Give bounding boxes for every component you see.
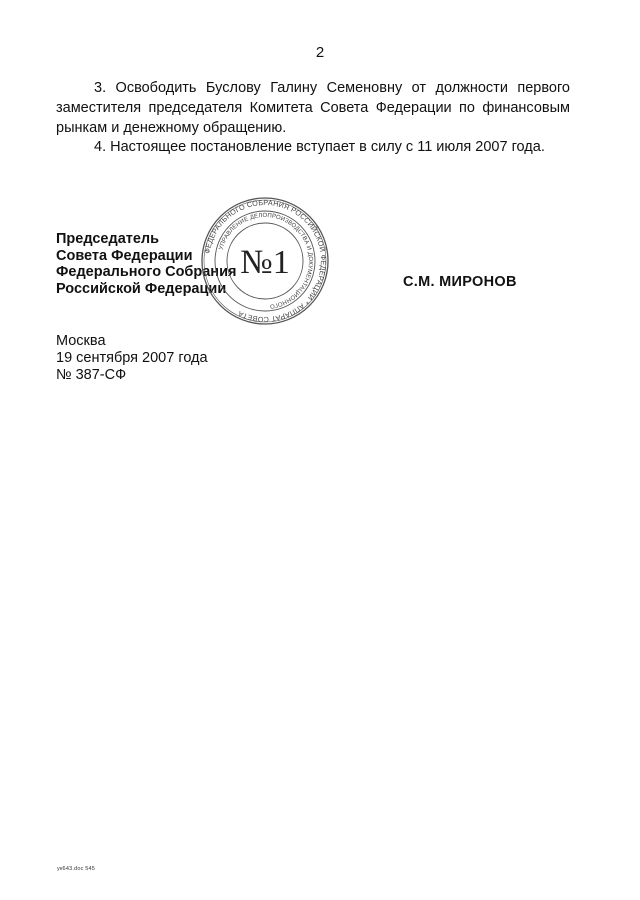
- page-number: 2: [315, 44, 325, 61]
- seal-number: №1: [240, 244, 290, 281]
- signatory-line-3: Федерального Собрания: [56, 264, 237, 280]
- footer-file-code: ук643.doc 545: [57, 866, 96, 872]
- signatory-line-2: Совета Федерации: [56, 247, 193, 264]
- paragraph-4-text: 4. Настоящее постановление вступает в силу с 11 июля 2007 года.: [94, 139, 545, 155]
- city: Москва: [56, 333, 106, 349]
- place-date-block: [56, 333, 208, 384]
- paragraph-3-text: 3. Освободить Буслову Галину Семеновну от должности первого заместителя председателя Комитета Совета Федерации по финансовым рынкам и денежному обращению.: [56, 80, 570, 136]
- seal-inner-circle: [227, 223, 303, 299]
- seal-outer-text: ФЕДЕРАЛЬНОГО СОБРАНИЯ РОССИЙСКОЙ ФЕДЕРАЦИИ * АППАРАТ СОВЕТА: [202, 197, 329, 325]
- document-number: № 387-СФ: [56, 367, 127, 383]
- paragraph-4: [56, 137, 570, 157]
- signatory-line-4: Российской Федерации: [56, 280, 227, 297]
- document-date: 19 сентября 2007 года: [56, 350, 208, 366]
- seal-inner-text: УПРАВЛЕНИЕ ДЕЛОПРОИЗВОДСТВА И ДОКУМЕНТАЦИОННОГО: [218, 212, 314, 309]
- signatory-title: [56, 231, 236, 297]
- paragraph-3: [56, 78, 570, 138]
- signer-name: С.М. МИРОНОВ: [403, 274, 517, 290]
- signatory-line-1: Председатель: [56, 231, 160, 247]
